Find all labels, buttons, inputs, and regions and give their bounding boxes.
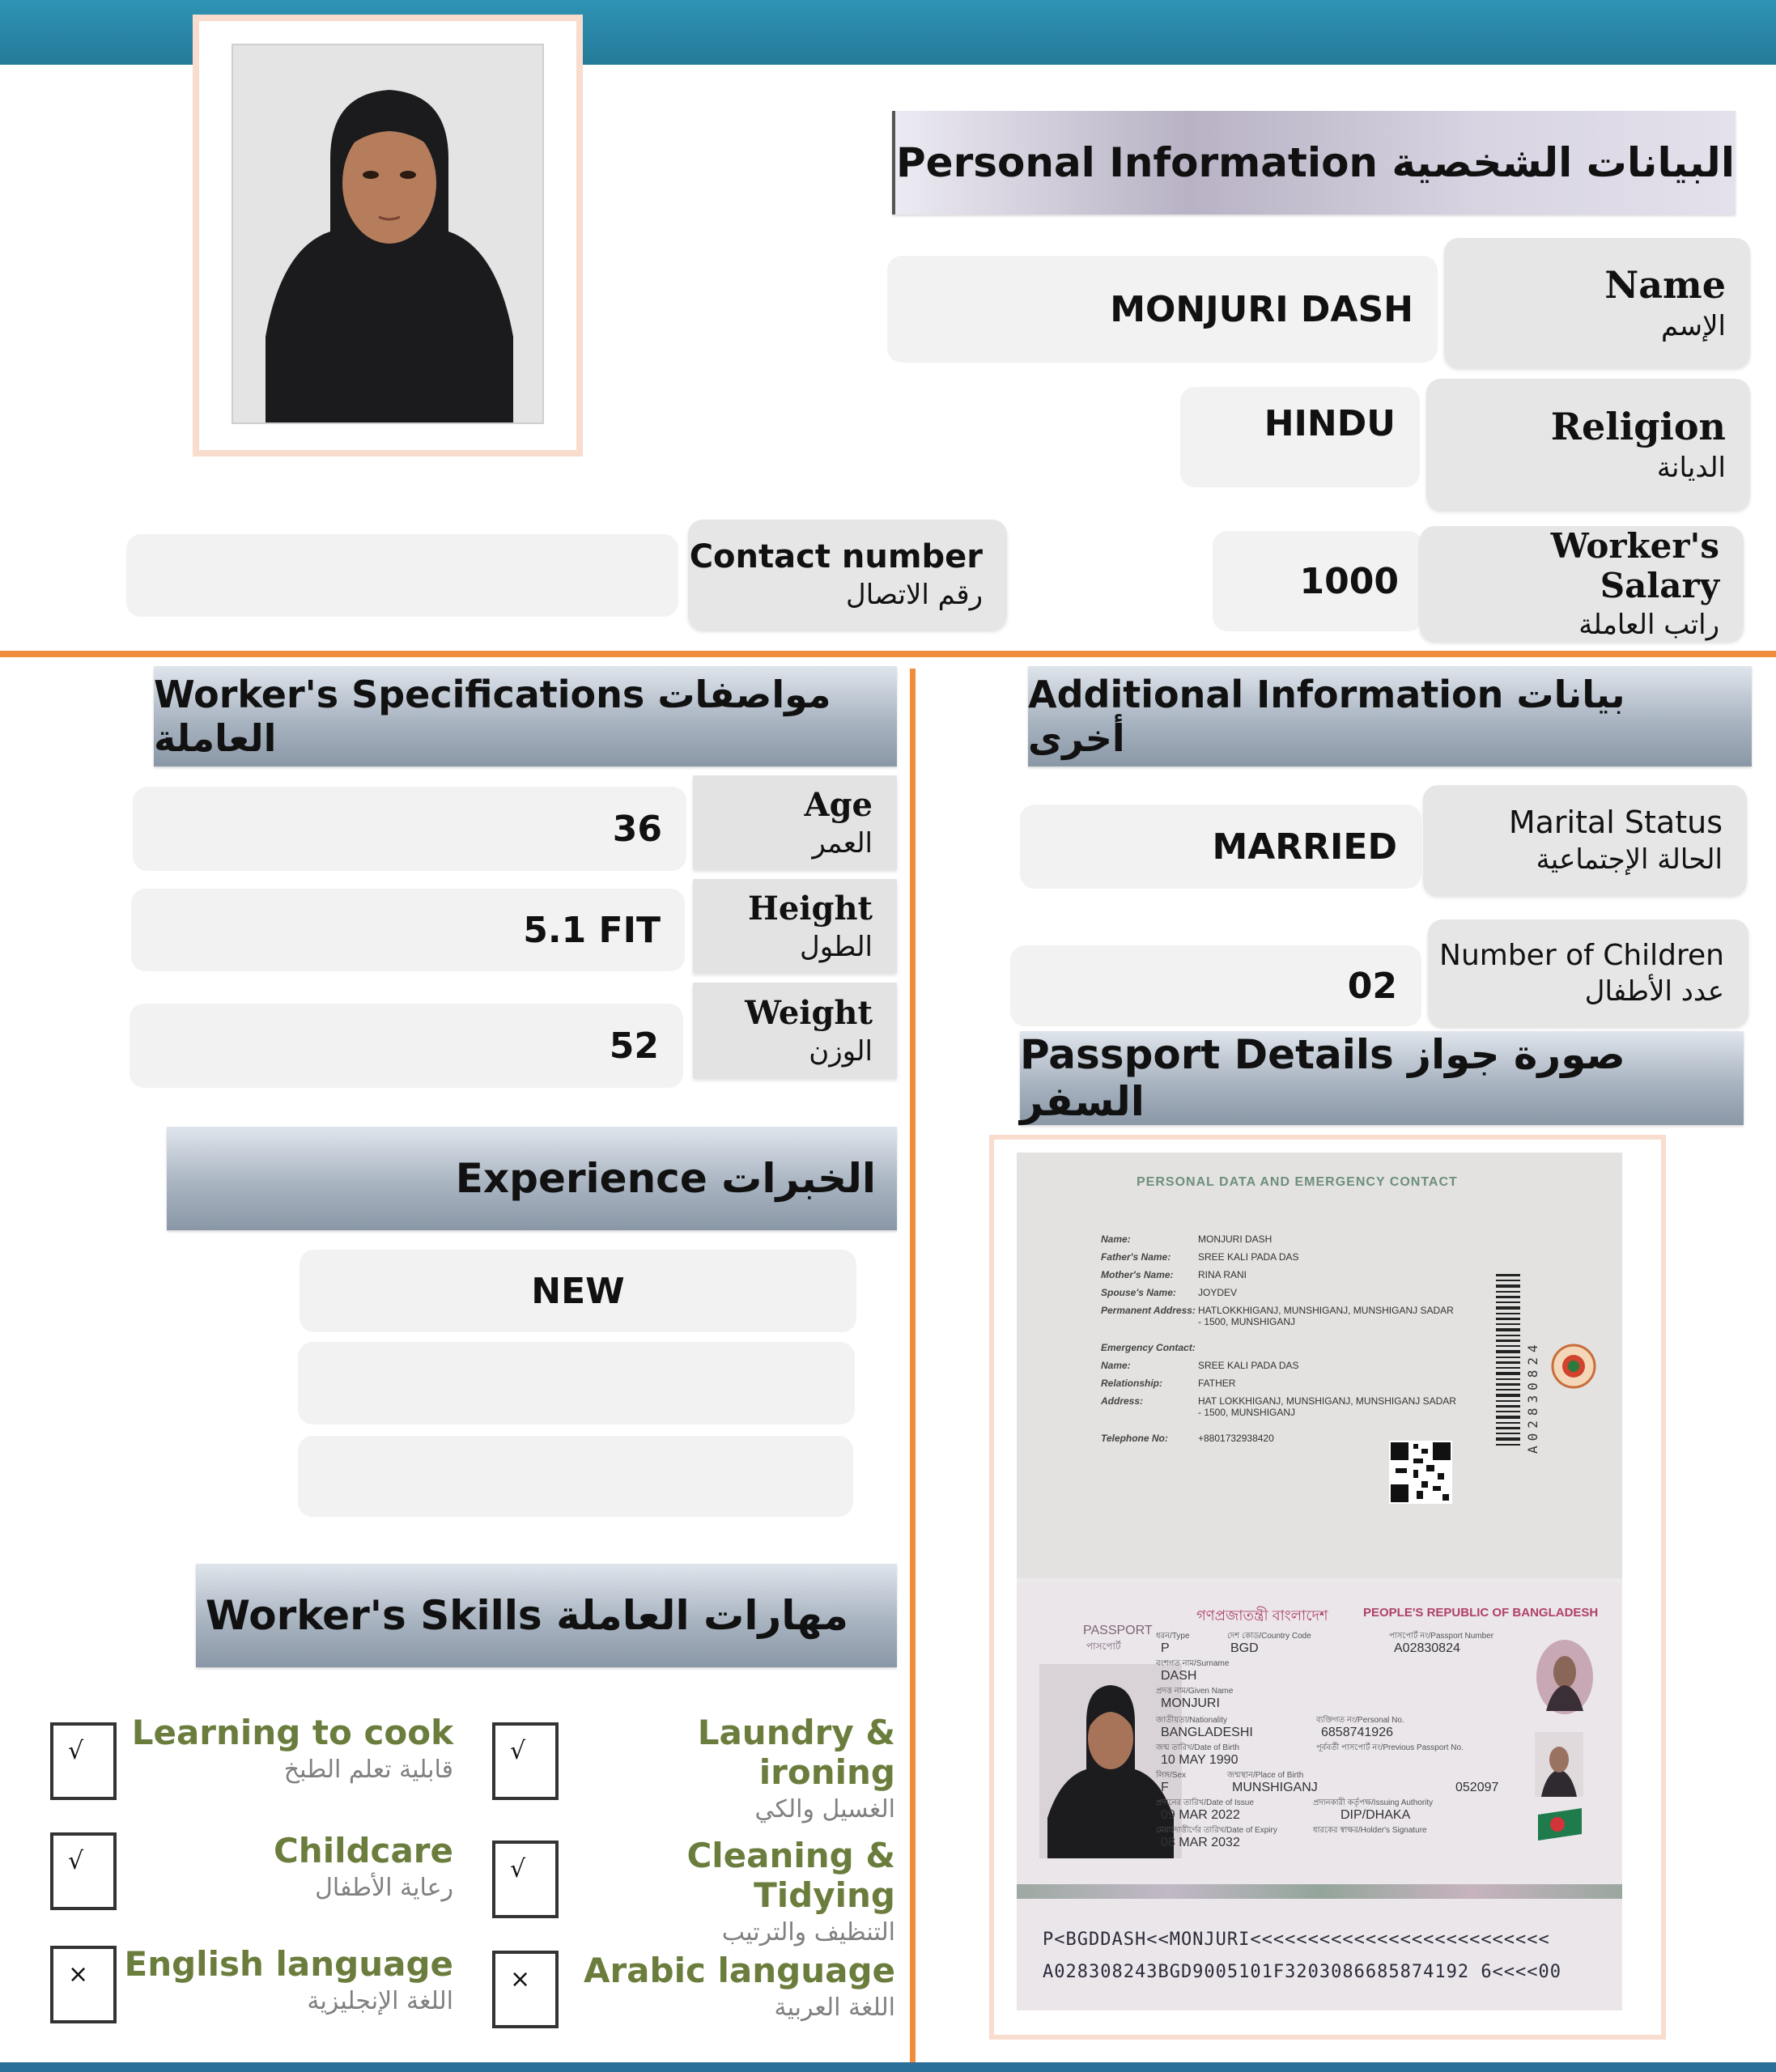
personal-no-label: ব্যক্তিগত নং/Personal No. bbox=[1316, 1716, 1404, 1725]
height-value: 5.1 FIT bbox=[131, 889, 685, 971]
skill-childcare bbox=[121, 1831, 453, 1902]
passport-data-title: PERSONAL DATA AND EMERGENCY CONTACT bbox=[1137, 1175, 1458, 1189]
contact-label-ar: رقم الاتصال bbox=[846, 579, 983, 611]
passport-field-key: Emergency Contact: bbox=[1101, 1342, 1196, 1353]
passport-field-row bbox=[1017, 1378, 1470, 1392]
height-label bbox=[693, 879, 897, 973]
nationality-label: জাতীয়তা/Nationality bbox=[1156, 1716, 1227, 1725]
worker-photo bbox=[232, 44, 544, 424]
contact-value bbox=[126, 534, 678, 617]
height-label-ar: الطول bbox=[800, 930, 873, 963]
passport-field-row bbox=[1017, 1342, 1470, 1357]
passport-authority: DIP/DHAKA bbox=[1340, 1808, 1411, 1822]
name-label-en: Name bbox=[1604, 263, 1726, 307]
skill-english-label-en: English language bbox=[124, 1944, 453, 1984]
skill-english bbox=[121, 1944, 453, 2015]
passport-type: P bbox=[1161, 1641, 1170, 1655]
worker-photo-frame bbox=[193, 15, 583, 456]
given-name-label: প্রদত্ত নাম/Given Name bbox=[1156, 1687, 1234, 1696]
weight-value: 52 bbox=[130, 1004, 683, 1088]
skill-checkbox-cooking[interactable]: √ bbox=[50, 1722, 117, 1800]
passport-field-value: FATHER bbox=[1198, 1378, 1236, 1389]
bottom-banner-bar bbox=[0, 2062, 1776, 2072]
skill-checkbox-laundry[interactable]: √ bbox=[492, 1722, 559, 1800]
worker-portrait-image bbox=[233, 45, 544, 424]
religion-value: HINDU bbox=[1180, 387, 1420, 487]
horizontal-divider bbox=[0, 651, 1776, 657]
passport-field-key: Name: bbox=[1101, 1360, 1131, 1371]
ghost-portrait-icon bbox=[1535, 1732, 1583, 1797]
type-label: ধরন/Type bbox=[1156, 1632, 1190, 1641]
skill-arabic bbox=[563, 1951, 895, 2022]
contact-label bbox=[688, 520, 1007, 630]
flag-hologram-icon bbox=[1535, 1807, 1585, 1842]
passport-field-row bbox=[1017, 1395, 1470, 1424]
marital-status-label-ar: الحالة الإجتماعية bbox=[1536, 843, 1723, 876]
worker-specifications-header: Worker's Specifications مواصفات العاملة bbox=[154, 666, 897, 766]
skill-cooking bbox=[121, 1713, 453, 1784]
experience-item-1: NEW bbox=[300, 1250, 856, 1332]
passport-word-bn: পাসপোর্ট bbox=[1086, 1641, 1121, 1652]
passport-nationality: BANGLADESHI bbox=[1161, 1726, 1253, 1739]
vertical-divider bbox=[910, 669, 916, 2072]
additional-information-header: Additional Information بيانات أخرى bbox=[1028, 666, 1752, 766]
passport-country-code: BGD bbox=[1230, 1641, 1259, 1655]
passport-field-value: MONJURI DASH bbox=[1198, 1233, 1273, 1245]
passport-field-row bbox=[1017, 1305, 1470, 1334]
security-strip bbox=[1017, 1884, 1622, 1899]
salary-label-ar: راتب العاملة bbox=[1578, 609, 1719, 641]
passport-country-bn: গণপ্রজাতন্ত্রী বাংলাদেশ bbox=[1196, 1607, 1328, 1624]
skill-laundry-label-ar: الغسيل والكي bbox=[754, 1795, 895, 1824]
passport-field-row bbox=[1017, 1287, 1470, 1301]
children-label-ar: عدد الأطفال bbox=[1584, 974, 1724, 1008]
doi-label: প্রদানের তারিখ/Date of Issue bbox=[1156, 1798, 1254, 1807]
passport-pob-code: 052097 bbox=[1455, 1781, 1499, 1794]
govt-seal-icon bbox=[1551, 1344, 1596, 1389]
marital-status-value: MARRIED bbox=[1020, 805, 1421, 889]
passport-field-value: SREE KALI PADA DAS bbox=[1198, 1360, 1299, 1371]
religion-label-en: Religion bbox=[1550, 405, 1726, 448]
children-label-en: Number of Children bbox=[1439, 938, 1724, 972]
passport-details-header: Passport Details صورة جواز السفر bbox=[1020, 1031, 1744, 1125]
worker-skills-header: Worker's Skills مهارات العاملة bbox=[196, 1564, 897, 1667]
height-label-en: Height bbox=[748, 889, 873, 928]
passport-field-row bbox=[1017, 1269, 1470, 1284]
age-label-ar: العمر bbox=[812, 826, 873, 860]
passport-country-en: PEOPLE'S REPUBLIC OF BANGLADESH bbox=[1363, 1606, 1599, 1620]
name-label-ar: الإسم bbox=[1661, 310, 1726, 342]
passport-field-value: JOYDEV bbox=[1198, 1287, 1238, 1298]
weight-label bbox=[693, 983, 897, 1078]
passport-field-value: SREE KALI PADA DAS bbox=[1198, 1251, 1299, 1263]
name-label bbox=[1444, 238, 1750, 367]
skill-laundry bbox=[563, 1713, 895, 1824]
previous-passport-label: পূর্ববর্তী পাসপোর্ট নং/Previous Passport No. bbox=[1316, 1743, 1464, 1752]
passport-field-value: HATLOKKHIGANJ, MUNSHIGANJ, MUNSHIGANJ SADAR - 1500, MUNSHIGANJ bbox=[1198, 1305, 1454, 1327]
passport-scan-frame bbox=[989, 1135, 1666, 2040]
passport-field-key: Relationship: bbox=[1101, 1378, 1163, 1389]
surname-label: বংশগত নাম/Surname bbox=[1156, 1659, 1230, 1668]
country-code-label: দেশ কোড/Country Code bbox=[1227, 1632, 1311, 1641]
passport-doe: 08 MAR 2032 bbox=[1161, 1836, 1240, 1849]
pob-label: জন্মস্থান/Place of Birth bbox=[1227, 1771, 1304, 1780]
passport-field-key: Telephone No: bbox=[1101, 1433, 1168, 1444]
passport-given-name: MONJURI bbox=[1161, 1696, 1220, 1710]
skill-checkbox-childcare[interactable]: √ bbox=[50, 1832, 117, 1910]
name-value: MONJURI DASH bbox=[887, 256, 1438, 363]
passport-field-key: Spouse's Name: bbox=[1101, 1287, 1176, 1298]
skill-english-label-ar: اللغة الإنجليزية bbox=[307, 1987, 453, 2015]
salary-label-en: Worker's Salary bbox=[1550, 526, 1719, 605]
dob-label: জন্ম তারিখ/Date of Birth bbox=[1156, 1743, 1239, 1752]
passport-field-key: Permanent Address: bbox=[1101, 1305, 1196, 1316]
weight-label-en: Weight bbox=[745, 993, 873, 1032]
experience-item-3 bbox=[298, 1436, 853, 1517]
passport-doi: 09 MAR 2022 bbox=[1161, 1808, 1240, 1822]
skill-childcare-label-en: Childcare bbox=[273, 1831, 453, 1870]
authority-label: প্রদানকারী কর্তৃপক্ষ/Issuing Authority bbox=[1313, 1798, 1434, 1807]
passport-field-key: Father's Name: bbox=[1101, 1251, 1171, 1263]
passport-dob: 10 MAY 1990 bbox=[1161, 1753, 1239, 1767]
skill-checkbox-arabic[interactable]: × bbox=[492, 1951, 559, 2028]
sex-label: লিঙ্গ/Sex bbox=[1156, 1771, 1186, 1780]
passport-field-row bbox=[1017, 1251, 1470, 1266]
children-value: 02 bbox=[1010, 945, 1421, 1026]
passport-vertical-number: A02830824 bbox=[1525, 1340, 1540, 1454]
qr-code-icon bbox=[1389, 1441, 1452, 1504]
experience-header: Experience الخبرات bbox=[167, 1127, 897, 1230]
age-label-en: Age bbox=[804, 785, 873, 824]
experience-item-2 bbox=[298, 1342, 855, 1424]
religion-label-ar: الديانة bbox=[1656, 452, 1726, 484]
passport-personal-no: 6858741926 bbox=[1321, 1726, 1393, 1739]
passport-surname: DASH bbox=[1161, 1669, 1197, 1683]
skill-checkbox-english[interactable]: × bbox=[50, 1946, 117, 2023]
passport-number-label: পাসপোর্ট নং/Passport Number bbox=[1389, 1632, 1494, 1641]
skill-laundry-label-en: Laundry & ironing bbox=[697, 1713, 895, 1792]
salary-label bbox=[1420, 526, 1744, 641]
marital-status-label-en: Marital Status bbox=[1508, 805, 1723, 840]
salary-value: 1000 bbox=[1213, 531, 1423, 631]
skill-arabic-label-ar: اللغة العربية bbox=[774, 1993, 895, 2022]
skill-cooking-label-en: Learning to cook bbox=[131, 1713, 453, 1752]
passport-sex: F bbox=[1161, 1781, 1169, 1794]
passport-field-key: Mother's Name: bbox=[1101, 1269, 1174, 1280]
mrz-line-1: P<BGDDASH<<MONJURI<<<<<<<<<<<<<<<<<<<<<<<<<< bbox=[1043, 1930, 1550, 1950]
skill-arabic-label-en: Arabic language bbox=[583, 1951, 895, 1990]
ghost-photo-icon bbox=[1535, 1638, 1595, 1716]
religion-label bbox=[1426, 379, 1750, 510]
passport-pob: MUNSHIGANJ bbox=[1232, 1781, 1318, 1794]
passport-field-value: +8801732938420 bbox=[1198, 1433, 1274, 1444]
mrz-line-2: A028308243BGD9005101F3203086685874192 6<<<<00 bbox=[1043, 1962, 1562, 1982]
weight-label-ar: الوزن bbox=[809, 1034, 873, 1068]
doe-label: মেয়াদোত্তীর্ণের তারিখ/Date of Expiry bbox=[1156, 1826, 1277, 1835]
passport-word: PASSPORT bbox=[1083, 1624, 1153, 1637]
passport-field-key: Name: bbox=[1101, 1233, 1131, 1245]
passport-field-value: HAT LOKKHIGANJ, MUNSHIGANJ, MUNSHIGANJ SADAR - 1500, MUNSHIGANJ bbox=[1198, 1395, 1456, 1418]
passport-field-row bbox=[1017, 1233, 1470, 1248]
passport-field-value: RINA RANI bbox=[1198, 1269, 1247, 1280]
children-label bbox=[1428, 919, 1748, 1026]
passport-number: A02830824 bbox=[1394, 1641, 1460, 1655]
age-label bbox=[693, 775, 897, 869]
skill-cooking-label-ar: قابلية تعلم الطبخ bbox=[283, 1756, 453, 1784]
signature-label: ধারকের স্বাক্ষর/Holder's Signature bbox=[1313, 1826, 1427, 1835]
passport-field-key: Address: bbox=[1101, 1395, 1144, 1407]
skill-cleaning-label-en: Cleaning & Tidying bbox=[686, 1836, 895, 1915]
personal-information-header: Personal Information البيانات الشخصية bbox=[892, 111, 1736, 214]
skill-cleaning bbox=[563, 1836, 895, 1947]
marital-status-label bbox=[1423, 785, 1747, 895]
skill-checkbox-cleaning[interactable]: √ bbox=[492, 1841, 559, 1918]
passport-field-row bbox=[1017, 1360, 1470, 1374]
skill-cleaning-label-ar: التنظيف والترتيب bbox=[721, 1918, 895, 1947]
contact-label-en: Contact number bbox=[689, 538, 983, 575]
skill-childcare-label-ar: رعاية الأطفال bbox=[315, 1874, 453, 1902]
age-value: 36 bbox=[133, 787, 686, 871]
passport-scan bbox=[1017, 1153, 1622, 2010]
